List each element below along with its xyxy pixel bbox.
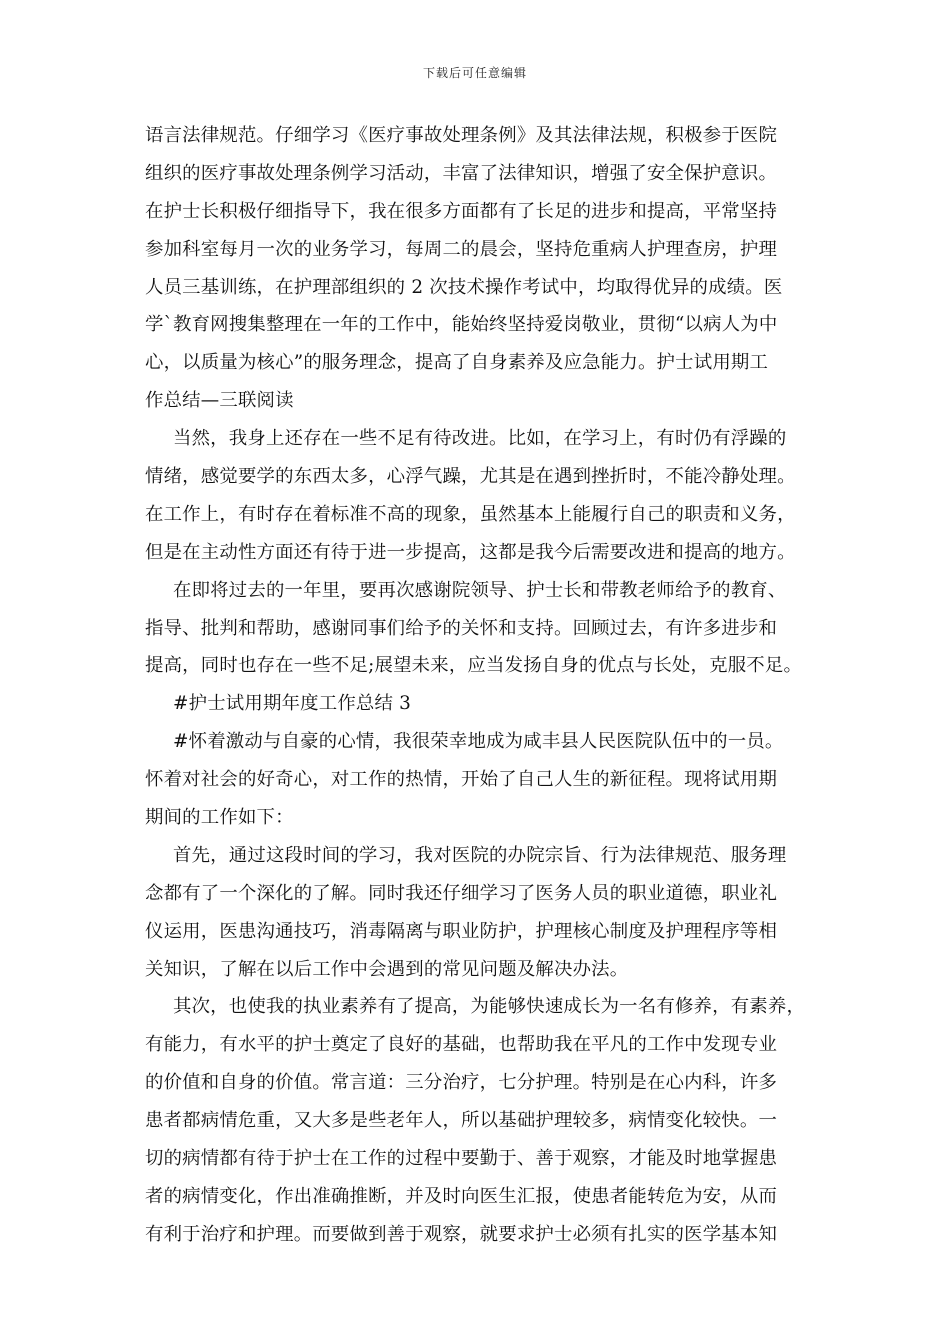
text-line: 语言法律规范。仔细学习《医疗事故处理条例》及其法律法规，积极参于医院	[145, 125, 778, 146]
text-line: 者的病情变化，作出准确推断，并及时向医生汇报，使患者能转危为安，从而	[145, 1185, 778, 1207]
text-line: #怀着激动与自豪的心情，我很荣幸地成为咸丰县人民医院队伍中的一员。	[173, 731, 784, 753]
text-line: 关知识，了解在以后工作中会遇到的常见问题及解决办法。	[145, 958, 629, 980]
text-line: 作总结—三联阅读	[145, 390, 294, 412]
text-line: 在护士长积极仔细指导下，我在很多方面都有了长足的进步和提高，平常坚持	[145, 200, 778, 222]
text-line: 但是在主动性方面还有待于进一步提高，这都是我今后需要改进和提高的地方。	[145, 541, 796, 563]
document-body	[145, 117, 810, 1254]
text-line: 学`教育网搜集整理在一年的工作中，能始终坚持爱岗敬业，贯彻“以病人为中	[145, 314, 778, 336]
text-line: 指导、批判和帮助，感谢同事们给予的关怀和支持。回顾过去，有许多进步和	[145, 617, 778, 639]
text-line: 怀着对社会的好奇心，对工作的热情，开始了自己人生的新征程。现将试用期	[145, 769, 778, 791]
text-line: 提高，同时也存在一些不足;展望未来，应当发扬自身的优点与长处，克服不足。	[145, 655, 803, 677]
text-line: 的价值和自身的价值。常言道：三分治疗，七分护理。特别是在心内科，许多	[145, 1072, 778, 1094]
text-line: 有能力，有水平的护士奠定了良好的基础，也帮助我在平凡的工作中发现专业	[145, 1034, 778, 1056]
text-line: 组织的医疗事故处理条例学习活动，丰富了法律知识，增强了安全保护意识。	[145, 162, 778, 184]
text-line: 首先，通过这段时间的学习，我对医院的办院宗旨、行为法律规范、服务理	[173, 844, 787, 866]
text-line: 在工作上，有时存在着标准不高的现象，虽然基本上能履行自己的职责和义务，	[145, 503, 796, 525]
text-line: 念都有了一个深化的了解。同时我还仔细学习了医务人员的职业道德，职业礼	[145, 882, 778, 904]
text-line: 当然，我身上还存在一些不足有待改进。比如，在学习上，有时仍有浮躁的	[173, 428, 787, 450]
text-line: 其次，也使我的执业素养有了提高，为能够快速成长为一名有修养，有素养，	[173, 996, 806, 1018]
text-line: 心，以质量为核心”的服务理念，提高了自身素养及应急能力。护士试用期工	[145, 352, 769, 374]
text-line: 情绪，感觉要学的东西太多，心浮气躁，尤其是在遇到挫折时，不能冷静处理。	[145, 466, 796, 488]
text-line: 在即将过去的一年里，要再次感谢院领导、护士长和带教老师给予的教育、	[173, 579, 787, 601]
text-line: 患者都病情危重，又大多是些老年人，所以基础护理较多，病情变化较快。一	[145, 1110, 778, 1132]
text-line: 期间的工作如下：	[145, 807, 294, 829]
text-line: 切的病情都有待于护士在工作的过程中要勤于、善于观察，才能及时地掌握患	[145, 1148, 778, 1170]
text-line: 参加科室每月一次的业务学习，每周二的晨会，坚持危重病人护理查房，护理	[145, 238, 778, 260]
text-line: 人员三基训练，在护理部组织的 2 次技术操作考试中，均取得优异的成绩。医	[145, 276, 783, 298]
text-line: #护士试用期年度工作总结 3	[173, 693, 412, 715]
text-line: 有利于治疗和护理。而要做到善于观察，就要求护士必须有扎实的医学基本知	[145, 1223, 778, 1245]
page-header: 下载后可任意编辑	[422, 66, 527, 80]
text-line: 仪运用，医患沟通技巧，消毒隔离与职业防护，护理核心制度及护理程序等相	[145, 920, 778, 942]
